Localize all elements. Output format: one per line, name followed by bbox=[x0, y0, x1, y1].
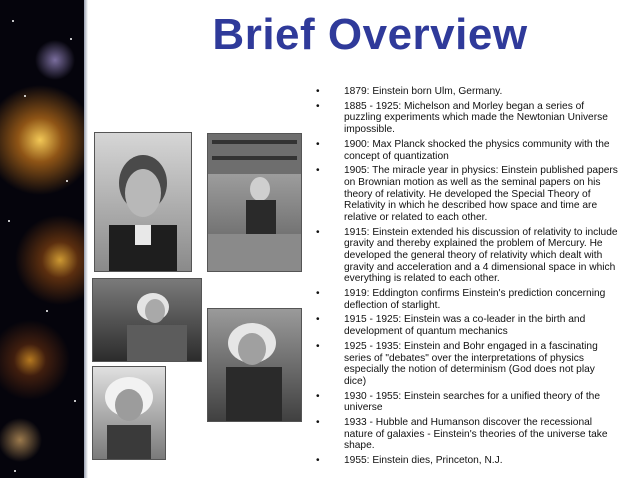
list-item-text: 1885 - 1925: Michelson and Morley began a series of puzzling experiments which made the Newtonian Universe impossible. bbox=[344, 100, 608, 136]
list-item bbox=[316, 227, 618, 285]
strip-divider bbox=[84, 0, 88, 478]
list-item bbox=[316, 391, 618, 414]
bullet-marker: • bbox=[316, 138, 320, 150]
bullet-marker: • bbox=[316, 390, 320, 402]
einstein-portrait-photo bbox=[94, 132, 192, 272]
einstein-old-age-photo bbox=[207, 308, 302, 422]
bullet-marker: • bbox=[316, 340, 320, 352]
einstein-at-desk-photo bbox=[207, 133, 302, 272]
bullet-marker: • bbox=[316, 455, 320, 467]
list-item-text: 1933 - Hubble and Humanson discover the recessional nature of galaxies - Einstein's theories of the universe take shape. bbox=[344, 417, 608, 452]
einstein-closeup-photo bbox=[92, 366, 166, 460]
list-item bbox=[316, 86, 618, 98]
list-item-text: 1955: Einstein dies, Princeton, N.J. bbox=[344, 455, 503, 467]
list-item bbox=[316, 417, 618, 452]
list-item bbox=[316, 341, 618, 387]
timeline-bullet-list bbox=[316, 86, 618, 470]
slide-title: Brief Overview bbox=[212, 10, 528, 59]
list-item-text: 1915 - 1925: Einstein was a co-leader in the birth and development of quantum mechanics bbox=[344, 314, 586, 338]
bullet-marker: • bbox=[316, 226, 320, 238]
list-item bbox=[316, 288, 618, 311]
bullet-marker: • bbox=[316, 86, 320, 97]
bullet-marker: • bbox=[316, 314, 320, 326]
bullet-marker: • bbox=[316, 287, 320, 299]
list-item-text: 1905: The miracle year in physics: Einstein published papers on Brownian motion as well as the seminal papers on his theory of relativity. He developed the Special Theory of Relativity in which he described how space and time are relative or related to each other. bbox=[344, 165, 618, 223]
list-item-text: 1930 - 1955: Einstein searches for a unified theory of the universe bbox=[344, 390, 600, 414]
list-item-text: 1915: Einstein extended his discussion of relativity to include gravity and thereby explained the problem of Mercury. He developed the general theory of relativity which dealt with gravity and acceleration and a 4 dimensional space in which everything is related to each other. bbox=[344, 226, 618, 285]
list-item bbox=[316, 314, 618, 337]
bullet-marker: • bbox=[316, 417, 320, 429]
einstein-seated-photo bbox=[92, 278, 202, 362]
list-item bbox=[316, 139, 618, 162]
list-item-text: 1925 - 1935: Einstein and Bohr engaged in a fascinating series of "debates" over the interpretations of physics especially the notion of determinism (God does not play dice) bbox=[344, 340, 598, 387]
list-item-text: 1919: Eddington confirms Einstein's prediction concerning deflection of starlight. bbox=[344, 287, 606, 311]
bullet-marker: • bbox=[316, 100, 320, 112]
bullet-marker: • bbox=[316, 165, 320, 177]
list-item bbox=[316, 455, 618, 467]
list-item bbox=[316, 165, 618, 223]
space-background-strip bbox=[0, 0, 84, 478]
list-item-text: 1879: Einstein born Ulm, Germany. bbox=[344, 86, 503, 97]
list-item bbox=[316, 101, 618, 136]
list-item-text: 1900: Max Planck shocked the physics community with the concept of quantization bbox=[344, 138, 610, 162]
